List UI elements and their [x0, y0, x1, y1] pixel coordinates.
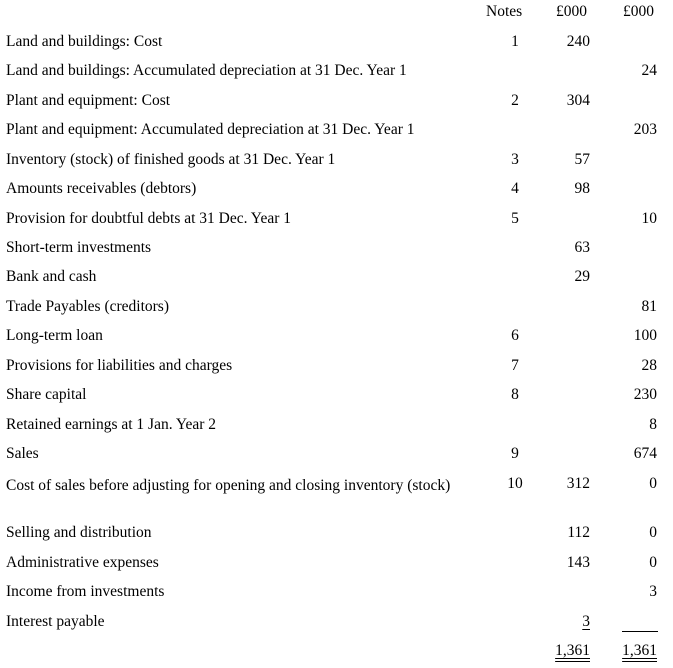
row-debit: 112: [567, 524, 590, 541]
row-note: 1: [511, 33, 519, 50]
table-row: [0, 121, 673, 143]
table-row: [0, 475, 673, 519]
row-note: 4: [511, 180, 519, 197]
row-debit: 312: [566, 475, 590, 492]
row-description: Administrative expenses: [6, 554, 159, 571]
column-header-row: [0, 3, 673, 23]
row-credit: 0: [649, 524, 657, 541]
row-description: Retained earnings at 1 Jan. Year 2: [6, 416, 217, 433]
row-debit: 143: [566, 554, 590, 571]
table-row: [0, 33, 673, 55]
table-row: [0, 386, 673, 408]
row-description: Plant and equipment: Cost: [6, 92, 171, 109]
table-row: [0, 613, 673, 635]
row-note: 5: [511, 210, 519, 227]
totals-row: [0, 642, 673, 664]
table-row: [0, 298, 673, 320]
row-description: Inventory (stock) of finished goods at 31 Dec. Year 1: [6, 151, 336, 168]
row-credit: 8: [649, 416, 657, 433]
row-debit: 3: [582, 613, 590, 630]
row-debit: 29: [574, 268, 590, 285]
row-note: 8: [511, 386, 519, 403]
row-credit: 0: [649, 554, 657, 571]
notes-column-header: Notes: [486, 3, 523, 20]
credit-column-header: £000: [623, 3, 654, 20]
row-credit: 0: [649, 475, 657, 492]
row-credit: 3: [649, 583, 657, 600]
row-description: Long-term loan: [6, 327, 103, 344]
row-description: Land and buildings: Cost: [6, 33, 163, 50]
table-row: [0, 151, 673, 173]
row-debit: 98: [574, 180, 590, 197]
row-credit: 203: [633, 121, 657, 138]
row-description: Cost of sales before adjusting for opening and closing inventory (stock): [6, 477, 451, 494]
row-credit: 100: [633, 327, 657, 344]
row-description: Trade Payables (creditors): [6, 298, 169, 315]
table-row: [0, 554, 673, 576]
credit-subtotal-rule: [622, 631, 658, 632]
table-row: [0, 239, 673, 261]
credit-total: 1,361: [622, 642, 657, 659]
table-row: [0, 180, 673, 202]
row-note: 6: [511, 327, 519, 344]
table-row: [0, 445, 673, 467]
row-description: Short-term investments: [6, 239, 152, 256]
row-debit: 63: [574, 239, 590, 256]
table-row: [0, 357, 673, 379]
row-description: Provisions for liabilities and charges: [6, 357, 233, 374]
row-note: 9: [511, 445, 519, 462]
row-description: Plant and equipment: Accumulated depreciation at 31 Dec. Year 1: [6, 121, 415, 138]
row-debit: 240: [566, 33, 590, 50]
row-description: Sales: [6, 445, 39, 462]
table-row: [0, 583, 673, 605]
table-row: [0, 524, 673, 546]
row-credit: 81: [641, 298, 657, 315]
row-description: Amounts receivables (debtors): [6, 180, 197, 197]
row-note: 7: [511, 357, 519, 374]
table-row: [0, 327, 673, 349]
row-note: 10: [507, 475, 523, 492]
row-credit: 674: [633, 445, 657, 462]
table-row: [0, 268, 673, 290]
row-note: 2: [511, 92, 519, 109]
debit-column-header: £000: [556, 3, 587, 20]
row-credit: 28: [641, 357, 657, 374]
table-row: [0, 62, 673, 84]
row-credit: 24: [641, 62, 657, 79]
row-description: Provision for doubtful debts at 31 Dec. Year 1: [6, 210, 291, 227]
row-description: Selling and distribution: [6, 524, 152, 541]
row-description: Interest payable: [6, 613, 105, 630]
row-description: Share capital: [6, 386, 87, 403]
row-credit: 230: [633, 386, 657, 403]
table-row: [0, 92, 673, 114]
row-description: Bank and cash: [6, 268, 97, 285]
table-row: [0, 210, 673, 232]
row-note: 3: [511, 151, 519, 168]
debit-total: 1,361: [555, 642, 590, 659]
table-row: [0, 416, 673, 438]
row-credit: 10: [641, 210, 657, 227]
row-debit: 57: [574, 151, 590, 168]
row-description: Income from investments: [6, 583, 165, 600]
row-description: Land and buildings: Accumulated depreciation at 31 Dec. Year 1: [6, 62, 407, 79]
row-debit: 304: [566, 92, 590, 109]
